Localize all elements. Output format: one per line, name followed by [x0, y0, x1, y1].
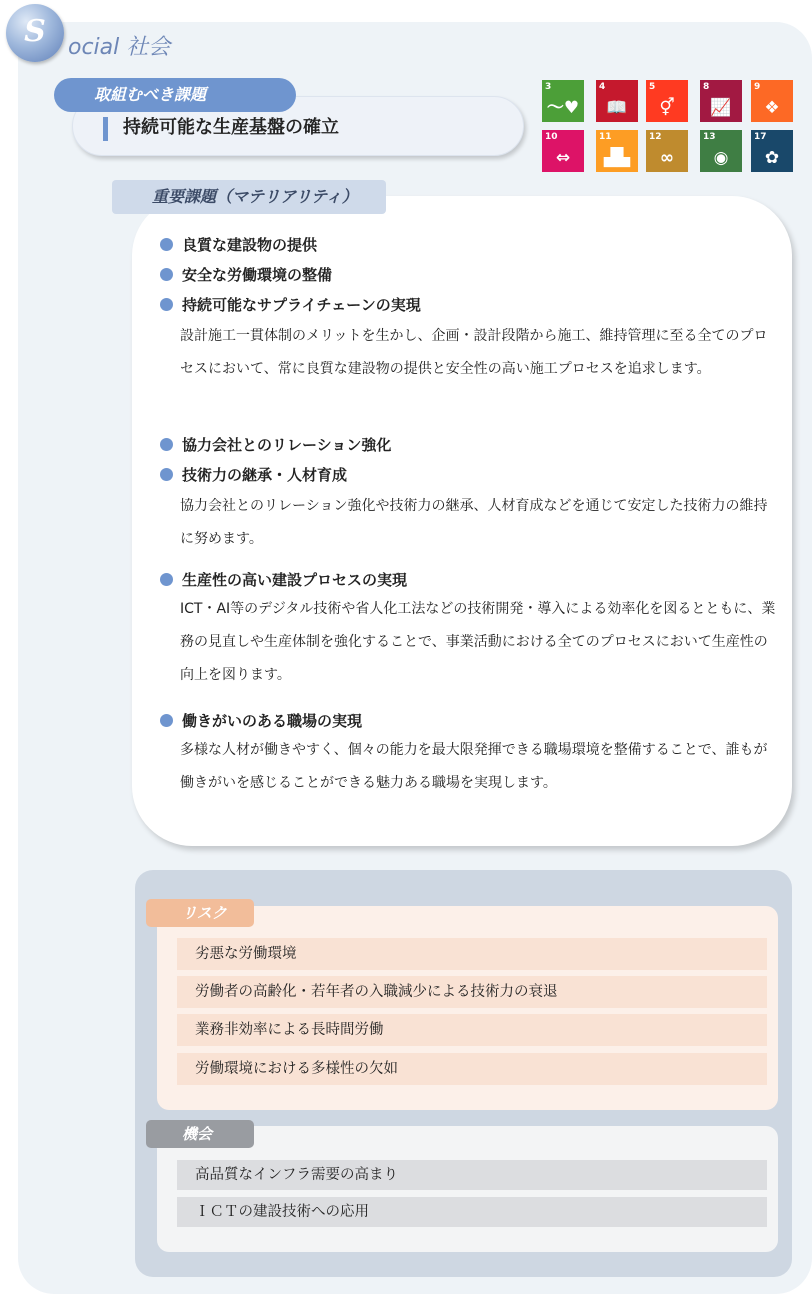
- materiality-item: 働きがいのある職場の実現: [160, 710, 362, 731]
- materiality-description: 多様な人材が働きやすく、個々の能力を最大限発揮できる職場環境を整備することで、誰もが働きがいを感じることができる魅力ある職場を実現します。: [180, 742, 768, 791]
- badge-letter: S: [24, 13, 46, 49]
- materiality-description: 協力会社とのリレーション強化や技術力の継承、人材育成などを通じて安定した技術力の維持に努めます。: [180, 498, 768, 547]
- sdg-5-icon: 5 ⚥: [646, 80, 688, 122]
- sdg-3-icon: 3 〜♥: [542, 80, 584, 122]
- sdg-11-icon: 11 ▟▙: [596, 130, 638, 172]
- issue-bar: [103, 117, 108, 141]
- risk-item: 劣悪な労働環境: [177, 938, 767, 970]
- materiality-item: 技術力の継承・人材育成: [160, 464, 347, 485]
- risk-item: 労働環境における多様性の欠如: [177, 1053, 767, 1085]
- risk-tag: リスク: [146, 899, 254, 927]
- section-s-badge: [6, 4, 64, 62]
- opportunity-tag: 機会: [146, 1120, 254, 1148]
- opportunity-item: 高品質なインフラ需要の高まり: [177, 1160, 767, 1190]
- risk-item: 業務非効率による長時間労働: [177, 1014, 767, 1046]
- sdg-4-icon: 4 📖: [596, 80, 638, 122]
- materiality-tag: 重要課題（マテリアリティ）: [112, 180, 386, 214]
- section-title: ocial 社会: [68, 35, 171, 60]
- sdg-9-icon: 9 ❖: [751, 80, 793, 122]
- materiality-box: [132, 196, 792, 846]
- sdg-12-icon: 12 ∞: [646, 130, 688, 172]
- materiality-description: 設計施工一貫体制のメリットを生かし、企画・設計段階から施工、維持管理に至る全てのプロセスにおいて、常に良質な建設物の提供と安全性の高い施工プロセスを追求します。: [180, 328, 768, 377]
- materiality-item: 協力会社とのリレーション強化: [160, 434, 391, 455]
- materiality-item: 持続可能なサプライチェーンの実現: [160, 294, 421, 315]
- materiality-item: 良質な建設物の提供: [160, 234, 317, 255]
- sdg-10-icon: 10 ⇔: [542, 130, 584, 172]
- materiality-description: ICT・AI等のデジタル技術や省人化工法などの技術開発・導入による効率化を図るとともに、業務の見直しや生産体制を強化することで、事業活動における全てのプロセスにおいて生産性の向上を図ります。: [180, 601, 776, 683]
- issue-tag: 取組むべき課題: [54, 78, 296, 112]
- risk-box: [157, 906, 778, 1110]
- risk-item: 労働者の高齢化・若年者の入職減少による技術力の衰退: [177, 976, 767, 1008]
- materiality-item: 生産性の高い建設プロセスの実現: [160, 569, 407, 590]
- materiality-item: 安全な労働環境の整備: [160, 264, 332, 285]
- sdg-8-icon: 8 📈: [700, 80, 742, 122]
- issue-title: 持続可能な生産基盤の確立: [123, 117, 339, 138]
- opportunity-item: ＩＣＴの建設技術への応用: [177, 1197, 767, 1227]
- sdg-13-icon: 13 ◉: [700, 130, 742, 172]
- sdg-17-icon: 17 ✿: [751, 130, 793, 172]
